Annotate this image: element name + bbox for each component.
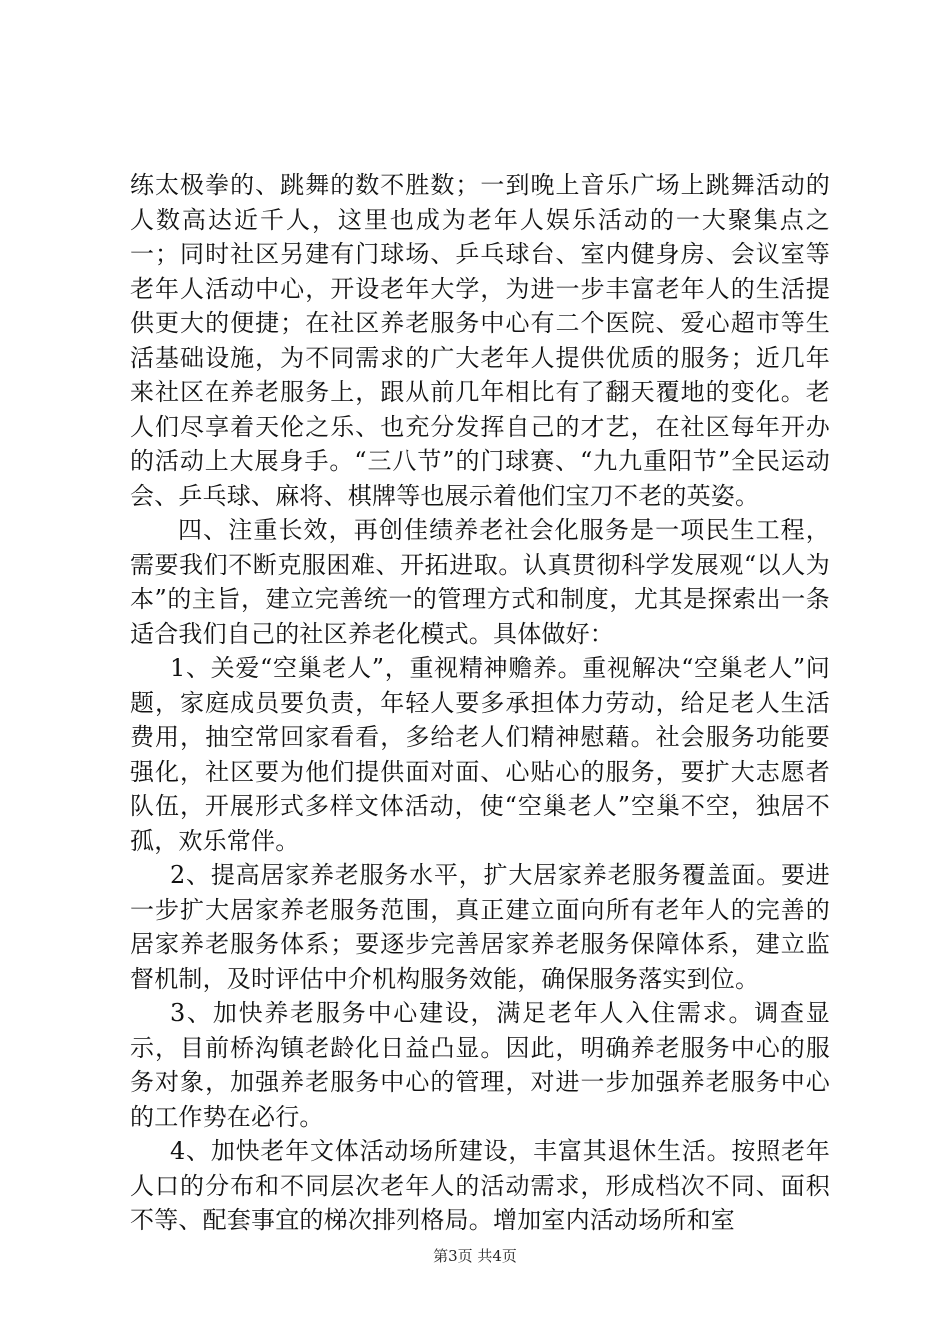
paragraph-section-four: 四、注重长效，再创佳绩养老社会化服务是一项民生工程，需要我们不断克服困难、开拓进取。认真贯彻科学发展观“以人为本”的主旨，建立完善统一的管理方式和制度，尤其是探索出一条适合我们自己的社区养老化模式。具体做好： (130, 516, 830, 648)
paragraph-item-1: 1、关爱“空巢老人”，重视精神赡养。重视解决“空巢老人”问题，家庭成员要负责，年轻人要多承担体力劳动，给足老人生活费用，抽空常回家看看，多给老人们精神慰藉。社会服务功能要强化，社区要为他们提供面对面、心贴心的服务，要扩大志愿者队伍，开展形式多样文体活动，使“空巢老人”空巢不空，独居不孤，欢乐常伴。 (130, 654, 830, 855)
paragraph-item-3: 3、加快养老服务中心建设，满足老年人入住需求。调查显示，目前桥沟镇老龄化日益凸显。因此，明确养老服务中心的服务对象，加强养老服务中心的管理，对进一步加强养老服务中心的工作势在必行。 (130, 999, 830, 1131)
paragraph-item-4: 4、加快老年文体活动场所建设，丰富其退休生活。按照老年人口的分布和不同层次老年人的活动需求，形成档次不同、面积不等、配套事宜的梯次排列格局。增加室内活动场所和室 (130, 1137, 830, 1234)
paragraph-continuation: 练太极拳的、跳舞的数不胜数；一到晚上音乐广场上跳舞活动的人数高达近千人，这里也成为老年人娱乐活动的一大聚集点之一；同时社区另建有门球场、乒乓球台、室内健身房、会议室等老年人活动中心，开设老年大学，为进一步丰富老年人的生活提供更大的便捷；在社区养老服务中心有二个医院、爱心超市等生活基础设施，为不同需求的广大老年人提供优质的服务；近几年来社区在养老服务上，跟从前几年相比有了翻天覆地的变化。老人们尽享着天伦之乐、也充分发挥自己的才艺，在社区每年开办的活动上大展身手。“三八节”的门球赛、“九九重阳节”全民运动会、乒乓球、麻将、棋牌等也展示着他们宝刀不老的英姿。 (130, 171, 830, 510)
paragraph-item-2: 2、提高居家养老服务水平，扩大居家养老服务覆盖面。要进一步扩大居家养老服务范围，真正建立面向所有老年人的完善的居家养老服务体系；要逐步完善居家养老服务保障体系，建立监督机制，及时评估中介机构服务效能，确保服务落实到位。 (130, 861, 830, 993)
page-footer: 第3页 共4页 (433, 1247, 517, 1265)
body-text (130, 168, 830, 1238)
